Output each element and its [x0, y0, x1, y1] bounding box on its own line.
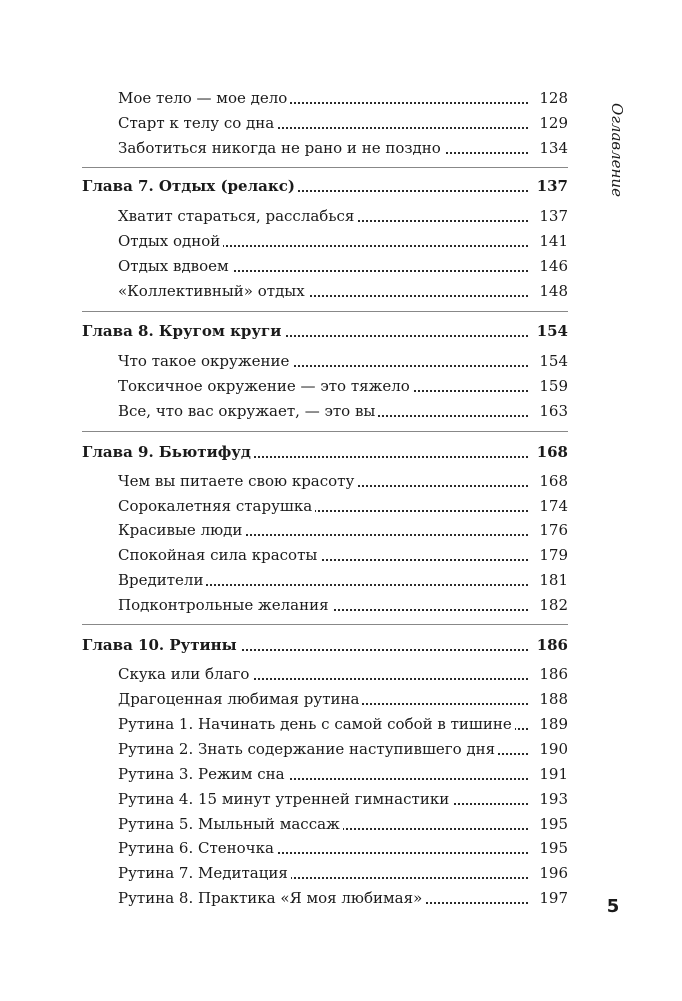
toc-entry-page: 190	[530, 737, 568, 761]
toc-entry-page: 191	[530, 762, 568, 786]
toc-entry-title: Рутина 2. Знать содержание наступившего дня	[118, 737, 498, 761]
toc-entry-title: Рутина 5. Мыльный массаж	[118, 812, 343, 836]
page-number: 5	[606, 896, 620, 917]
toc-entry	[0, 229, 682, 253]
toc-entry-title: Подконтрольные желания	[118, 593, 332, 617]
toc-chapter	[0, 440, 682, 464]
toc-chapter-page: 154	[530, 319, 568, 343]
toc-entry-title: Спокойная сила красоты	[118, 543, 320, 567]
toc-entry-title: «Коллективный» отдых	[118, 279, 308, 303]
toc-entry	[0, 836, 682, 860]
toc-chapter	[0, 633, 682, 657]
toc-entry	[0, 543, 682, 567]
toc-entry	[0, 349, 682, 373]
toc-entry-title: Токсичное окружение — это тяжело	[118, 374, 413, 398]
toc-entry	[0, 518, 682, 542]
toc-entry-title: Хватит стараться, расслабься	[118, 204, 357, 228]
toc-entry-page: 179	[530, 543, 568, 567]
toc-entry	[0, 399, 682, 423]
toc-entry	[0, 737, 682, 761]
toc-entry-title: Вредители	[118, 568, 206, 592]
toc-entry	[0, 886, 682, 910]
toc-entry	[0, 469, 682, 493]
toc-entry-title: Рутина 4. 15 минут утренней гимнастики	[118, 787, 452, 811]
toc-entry	[0, 568, 682, 592]
toc-entry-page: 182	[530, 593, 568, 617]
toc-entry-page: 163	[530, 399, 568, 423]
toc-entry	[0, 787, 682, 811]
toc-entry	[0, 712, 682, 736]
toc-entry	[0, 204, 682, 228]
toc-entry-page: 159	[530, 374, 568, 398]
toc-entry-title: Рутина 8. Практика «Я моя любимая»	[118, 886, 425, 910]
toc-entry-page: 148	[530, 279, 568, 303]
toc-chapter	[0, 174, 682, 198]
toc-entry-title: Сорокалетняя старушка	[118, 494, 315, 518]
toc-entry-page: 128	[530, 86, 568, 110]
toc-entry	[0, 662, 682, 686]
toc-entry	[0, 374, 682, 398]
toc-entry	[0, 861, 682, 885]
toc-entry-page: 134	[530, 136, 568, 160]
toc-chapter-page: 168	[530, 440, 568, 464]
toc-entry-title: Скука или благо	[118, 662, 252, 686]
toc-entry-title: Рутина 7. Медитация	[118, 861, 291, 885]
toc-entry-page: 195	[530, 836, 568, 860]
toc-entry-page: 195	[530, 812, 568, 836]
toc-entry-title: Отдых вдвоем	[118, 254, 232, 278]
toc-chapter-title: Глава 7. Отдых (релакс)	[82, 174, 298, 198]
toc-entry-page: 193	[530, 787, 568, 811]
toc-entry-page: 146	[530, 254, 568, 278]
toc-entry	[0, 279, 682, 303]
toc-chapter-title: Глава 8. Кругом круги	[82, 319, 284, 343]
toc-chapter	[0, 319, 682, 343]
toc-entry-title: Заботиться никогда не рано и не поздно	[118, 136, 444, 160]
running-head	[597, 90, 637, 210]
toc-entry-page: 168	[530, 469, 568, 493]
toc-entry-page: 174	[530, 494, 568, 518]
toc-chapter-page: 137	[530, 174, 568, 198]
section-divider	[82, 431, 568, 432]
toc-entry-page: 181	[530, 568, 568, 592]
toc-entry-page: 176	[530, 518, 568, 542]
toc-entry-title: Чем вы питаете свою красоту	[118, 469, 357, 493]
toc-entry-title: Все, что вас окружает, — это вы	[118, 399, 378, 423]
toc-entry-page: 189	[530, 712, 568, 736]
section-divider	[82, 167, 568, 168]
toc-chapter-title: Глава 10. Рутины	[82, 633, 240, 657]
toc-entry	[0, 86, 682, 110]
toc-entry	[0, 593, 682, 617]
toc-entry-title: Рутина 1. Начинать день с самой собой в тишине	[118, 712, 515, 736]
toc-entry-title: Мое тело — мое дело	[118, 86, 290, 110]
toc-chapter-page: 186	[530, 633, 568, 657]
toc-entry-page: 197	[530, 886, 568, 910]
running-head-text: Оглавление	[608, 103, 626, 197]
toc-entry-title: Что такое окружение	[118, 349, 292, 373]
toc-entry	[0, 111, 682, 135]
toc-chapter-title: Глава 9. Бьютифуд	[82, 440, 254, 464]
toc-entry-page: 196	[530, 861, 568, 885]
toc-entry-page: 129	[530, 111, 568, 135]
toc-entry-title: Отдых одной	[118, 229, 223, 253]
toc-entry-title: Рутина 6. Стеночка	[118, 836, 277, 860]
section-divider	[82, 624, 568, 625]
toc-entry-page: 137	[530, 204, 568, 228]
toc-entry	[0, 762, 682, 786]
toc-entry-page: 141	[530, 229, 568, 253]
toc-entry	[0, 136, 682, 160]
toc-entry-title: Старт к телу со дна	[118, 111, 277, 135]
toc-entry-page: 186	[530, 662, 568, 686]
toc-entry	[0, 494, 682, 518]
toc-entry-title: Драгоценная любимая рутина	[118, 687, 362, 711]
toc-entry	[0, 812, 682, 836]
toc-entry-page: 188	[530, 687, 568, 711]
toc-entry-title: Рутина 3. Режим сна	[118, 762, 288, 786]
section-divider	[82, 311, 568, 312]
toc-entry-title: Красивые люди	[118, 518, 245, 542]
toc-entry	[0, 254, 682, 278]
toc-entry-page: 154	[530, 349, 568, 373]
toc-entry	[0, 687, 682, 711]
